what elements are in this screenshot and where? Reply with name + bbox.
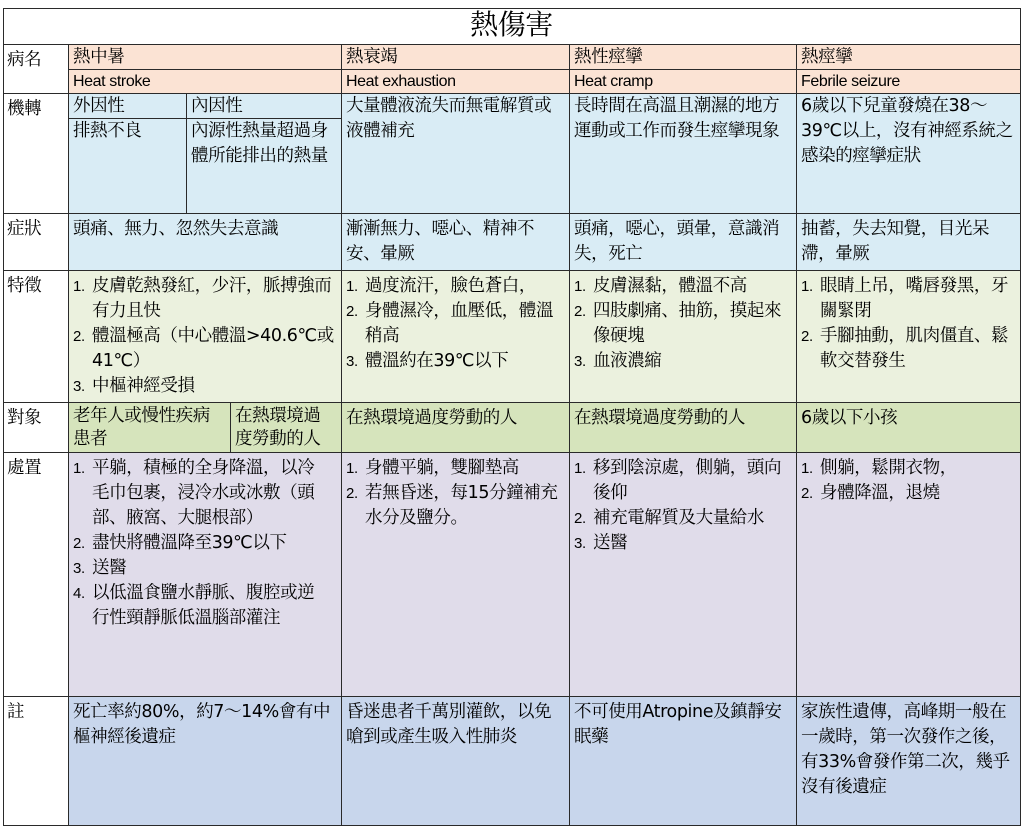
row-label-symptoms: 症狀 <box>3 214 69 271</box>
symptoms-cramp: 頭痛，噁心，頭暈，意識消失，死亡 <box>570 214 797 271</box>
list-text: 側躺，鬆開衣物， <box>820 458 957 478</box>
list-number: 3. <box>346 353 358 370</box>
list-item <box>574 299 792 349</box>
list-number: 2. <box>73 328 85 345</box>
features-exhaustion <box>342 271 570 403</box>
notes-exhaustion: 昏迷患者千萬別灌飲，以免嗆到或產生吸入性肺炎 <box>342 697 570 826</box>
list-number: 2. <box>346 303 358 320</box>
list-number: 2. <box>801 485 813 502</box>
list-number: 1. <box>574 460 586 477</box>
symptoms-febrile: 抽蓄，失去知覺，目光呆滯，暈厥 <box>797 214 1021 271</box>
targets-stroke-workers: 在熱環境過度勞動的人 <box>231 403 342 453</box>
mechanism-internal-header: 內因性 <box>187 94 342 119</box>
disease-name-en: Febrile seizure <box>797 70 1021 94</box>
list-item <box>801 481 1016 506</box>
list-item <box>73 556 327 581</box>
management-exhaustion <box>342 453 570 697</box>
notes-cramp: 不可使用Atropine及鎮靜安眠藥 <box>570 697 797 826</box>
list-text: 體溫約在39℃以下 <box>365 351 509 371</box>
list-number: 2. <box>346 485 358 502</box>
list-text: 平躺，積極的全身降溫，以冷毛巾包裹，浸冷水或冰敷（頭部、腋窩、大腿根部） <box>92 458 315 528</box>
list-number: 3. <box>73 378 85 395</box>
list-number: 4. <box>73 585 85 602</box>
management-stroke <box>69 453 342 697</box>
list-item <box>346 349 565 374</box>
list-item <box>801 274 1016 324</box>
list-number: 3. <box>73 560 85 577</box>
list-item <box>801 456 1016 481</box>
disease-name-en: Heat exhaustion <box>342 70 570 94</box>
list-text: 送醫 <box>92 558 127 578</box>
list-text: 以低溫食鹽水靜脈、腹腔或逆行性頸靜脈低溫腦部灌注 <box>92 583 315 628</box>
list-item <box>346 299 565 349</box>
list-item <box>574 506 792 531</box>
list-text: 四肢劇痛、抽筋，摸起來像硬塊 <box>593 301 782 346</box>
row-label-management: 處置 <box>3 453 69 697</box>
list-text: 移到陰涼處，側躺，頭向後仰 <box>593 458 782 503</box>
list-item <box>73 274 337 324</box>
list-item <box>574 274 792 299</box>
list-item <box>574 456 792 506</box>
list-text: 身體降溫，退燒 <box>820 483 940 503</box>
features-stroke <box>69 271 342 403</box>
disease-name-zh: 熱衰竭 <box>342 45 570 70</box>
list-text: 中樞神經受損 <box>92 376 195 396</box>
row-label-targets: 對象 <box>3 403 69 453</box>
list-number: 1. <box>801 278 813 295</box>
list-item <box>346 456 565 481</box>
list-item <box>73 531 327 556</box>
targets-stroke-elderly: 老年人或慢性疾病患者 <box>69 403 231 453</box>
mechanism-cramp: 長時間在高溫且潮濕的地方運動或工作而發生痙攣現象 <box>570 94 797 214</box>
symptoms-exhaustion: 漸漸無力、噁心、精神不安、暈厥 <box>342 214 570 271</box>
list-text: 過度流汗，臉色蒼白， <box>365 276 536 296</box>
list-number: 2. <box>801 328 813 345</box>
disease-name-zh: 熱痙攣 <box>797 45 1021 70</box>
disease-name-en: Heat cramp <box>570 70 797 94</box>
list-number: 1. <box>73 278 85 295</box>
list-text: 送醫 <box>593 533 628 553</box>
management-cramp <box>570 453 797 697</box>
list-number: 2. <box>574 510 586 527</box>
list-text: 身體濕冷，血壓低，體溫稍高 <box>365 301 554 346</box>
disease-name-en: Heat stroke <box>69 70 342 94</box>
list-text: 皮膚濕黏，體溫不高 <box>593 276 747 296</box>
disease-name-zh: 熱中暑 <box>69 45 342 70</box>
list-item <box>73 374 337 399</box>
row-label-mechanism: 機轉 <box>3 94 69 214</box>
targets-exhaustion: 在熱環境過度勞動的人 <box>342 403 570 453</box>
list-item <box>574 531 792 556</box>
list-text: 眼睛上吊，嘴唇發黑，牙關緊閉 <box>820 276 1009 321</box>
mechanism-external-header: 外因性 <box>69 94 187 119</box>
list-text: 若無昏迷，每15分鐘補充水分及鹽分。 <box>365 483 558 528</box>
list-item <box>801 324 1016 374</box>
row-label-notes: 註 <box>3 697 69 826</box>
list-item <box>346 481 565 531</box>
features-cramp <box>570 271 797 403</box>
row-label-features: 特徵 <box>3 271 69 403</box>
list-number: 2. <box>574 303 586 320</box>
list-item <box>574 349 792 374</box>
management-febrile <box>797 453 1021 697</box>
list-item <box>73 456 327 531</box>
features-febrile <box>797 271 1021 403</box>
list-number: 2. <box>73 535 85 552</box>
list-number: 3. <box>574 353 586 370</box>
row-label-disease: 病名 <box>3 45 69 94</box>
table-title: 熱傷害 <box>3 8 1021 45</box>
list-item <box>73 581 327 631</box>
list-number: 3. <box>574 535 586 552</box>
targets-cramp: 在熱環境過度勞動的人 <box>570 403 797 453</box>
list-text: 皮膚乾熱發紅，少汗，脈搏強而有力且快 <box>92 276 332 321</box>
disease-name-zh: 熱性痙攣 <box>570 45 797 70</box>
mechanism-exhaustion: 大量體液流失而無電解質或液體補充 <box>342 94 570 214</box>
list-text: 手腳抽動，肌肉僵直、鬆軟交替發生 <box>820 326 1009 371</box>
list-text: 體溫極高（中心體溫>40.6℃或41℃） <box>92 326 334 371</box>
targets-febrile: 6歲以下小孩 <box>797 403 1021 453</box>
notes-stroke: 死亡率約80%，約7～14%會有中樞神經後遺症 <box>69 697 342 826</box>
list-text: 血液濃縮 <box>593 351 662 371</box>
mechanism-external: 排熱不良 <box>69 119 187 214</box>
list-number: 1. <box>801 460 813 477</box>
list-text: 身體平躺，雙腳墊高 <box>365 458 519 478</box>
list-item <box>346 274 565 299</box>
list-text: 盡快將體溫降至39℃以下 <box>92 533 287 553</box>
list-number: 1. <box>346 278 358 295</box>
list-item <box>73 324 337 374</box>
symptoms-stroke: 頭痛、無力、忽然失去意識 <box>69 214 342 271</box>
list-text: 補充電解質及大量給水 <box>593 508 764 528</box>
list-number: 1. <box>73 460 85 477</box>
list-number: 1. <box>346 460 358 477</box>
mechanism-febrile: 6歲以下兒童發燒在38～39℃以上，沒有神經系統之感染的痙攣症狀 <box>797 94 1021 214</box>
notes-febrile: 家族性遺傳，高峰期一般在一歲時，第一次發作之後，有33%會發作第二次，幾乎沒有後遺症 <box>797 697 1021 826</box>
mechanism-internal: 內源性熱量超過身體所能排出的熱量 <box>187 119 342 214</box>
list-number: 1. <box>574 278 586 295</box>
